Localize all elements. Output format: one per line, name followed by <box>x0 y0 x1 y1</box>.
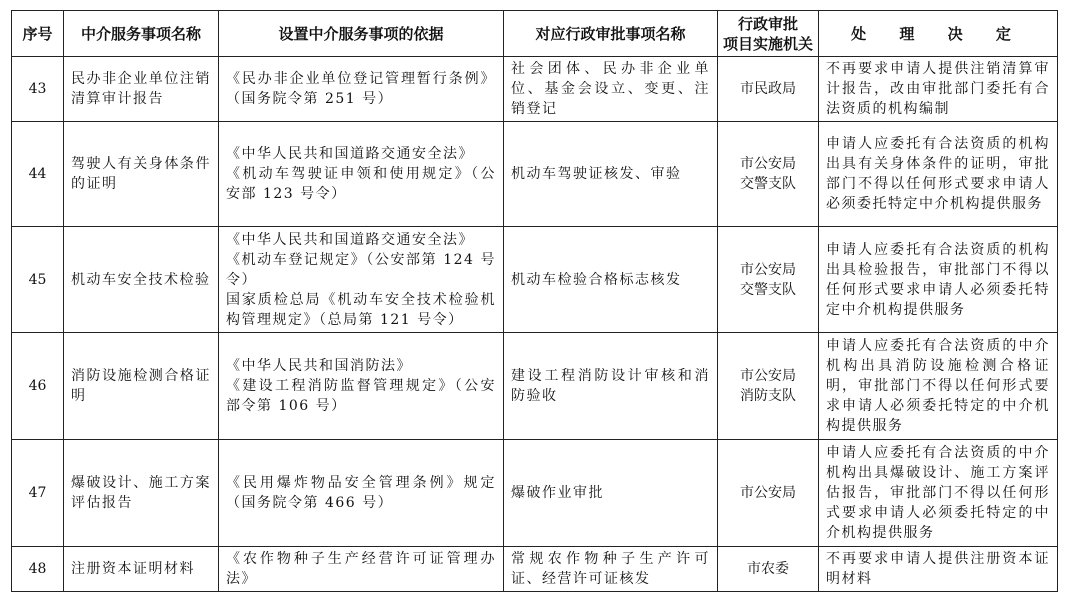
basis-line: 国家质检总局《机动车安全技术检验机构管理规定》（总局第 121 号令） <box>226 291 496 328</box>
table-row <box>12 547 1058 592</box>
approval-item-cell: 机动车驾驶证核发、审验 <box>504 122 718 227</box>
header-agency-line2: 项目实施机关 <box>722 34 813 53</box>
row-number: 48 <box>12 547 64 592</box>
header-approval-item: 对应行政审批事项名称 <box>504 11 718 57</box>
basis-cell <box>219 122 504 227</box>
header-basis: 设置中介服务事项的依据 <box>219 11 504 57</box>
service-name-cell: 驾驶人有关身体条件的证明 <box>64 122 219 227</box>
basis-line: 《中华人民共和国道路交通安全法》 <box>226 146 474 162</box>
basis-cell <box>219 333 504 440</box>
row-number: 44 <box>12 122 64 227</box>
approval-item-cell: 常规农作物种子生产许可证、经营许可证核发 <box>504 547 718 592</box>
basis-line: 《农作物种子生产经营许可证管理办法》 <box>226 551 496 587</box>
service-name-cell: 机动车安全技术检验 <box>64 227 219 333</box>
basis-line: 《机动车登记规定》（公安部第 124 号令） <box>226 251 496 288</box>
basis-line: 《机动车驾驶证申领和使用规定》（公安部 123 号令） <box>226 166 496 202</box>
approval-item-cell: 社会团体、民办非企业单位、基金会设立、变更、注销登记 <box>504 57 718 122</box>
row-number: 45 <box>12 227 64 333</box>
basis-line: 《民用爆炸物品安全管理条例》规定（国务院令第 466 号） <box>226 475 496 511</box>
row-number: 47 <box>12 440 64 547</box>
row-number: 43 <box>12 57 64 122</box>
row-number: 46 <box>12 333 64 440</box>
header-agency <box>718 11 819 57</box>
agency-line: 市公安局 <box>740 368 796 384</box>
decision-cell: 申请人应委托有合法资质的机构出具有关身体条件的证明，审批部门不得以任何形式要求申请人必须委托特定中介机构提供服务 <box>819 122 1058 227</box>
agency-cell <box>718 333 819 440</box>
decision-cell: 申请人应委托有合法资质的中介机构出具消防设施检测合格证明，审批部门不得以任何形式要求申请人必须委托特定的中介机构提供服务 <box>819 333 1058 440</box>
header-agency-line1: 行政审批 <box>737 14 798 33</box>
service-name-cell: 民办非企业单位注销清算审计报告 <box>64 57 219 122</box>
agency-cell <box>718 227 819 333</box>
approval-item-cell: 机动车检验合格标志核发 <box>504 227 718 333</box>
header-seq: 序号 <box>12 11 64 57</box>
service-name-cell: 注册资本证明材料 <box>64 547 219 592</box>
agency-line: 消防支队 <box>740 388 796 404</box>
agency-line: 交警支队 <box>740 281 796 298</box>
agency-line: 交警支队 <box>740 176 796 192</box>
agency-line: 市农委 <box>747 561 789 577</box>
agency-cell <box>718 57 819 122</box>
approval-item-cell: 爆破作业审批 <box>504 440 718 547</box>
intermediary-services-table <box>11 10 1058 592</box>
table-row <box>12 333 1058 440</box>
basis-cell <box>219 227 504 333</box>
agency-line: 市公安局 <box>740 261 796 278</box>
decision-cell: 申请人应委托有合法资质的机构出具检验报告，审批部门不得以任何形式要求申请人必须委托特定中介机构提供服务 <box>819 227 1058 333</box>
agency-line: 市民政局 <box>740 81 796 97</box>
agency-line: 市公安局 <box>740 156 796 172</box>
table-row <box>12 57 1058 122</box>
table-row <box>12 440 1058 547</box>
agency-line: 市公安局 <box>740 485 796 501</box>
service-name-cell: 消防设施检测合格证明 <box>64 333 219 440</box>
header-service-name: 中介服务事项名称 <box>64 11 219 57</box>
basis-cell <box>219 57 504 122</box>
decision-cell: 不再要求申请人提供注销清算审计报告，改由审批部门委托有合法资质的机构编制 <box>819 57 1058 122</box>
approval-item-cell: 建设工程消防设计审核和消防验收 <box>504 333 718 440</box>
header-decision: 处 理 决 定 <box>819 11 1058 57</box>
basis-line: 《中华人民共和国道路交通安全法》 <box>226 231 474 248</box>
table-header-row <box>12 11 1058 57</box>
table-row <box>12 227 1058 333</box>
service-name-cell: 爆破设计、施工方案评估报告 <box>64 440 219 547</box>
agency-cell <box>718 122 819 227</box>
basis-line: 《中华人民共和国消防法》 <box>226 358 412 374</box>
basis-cell <box>219 440 504 547</box>
basis-line: 《建设工程消防监督管理规定》（公安部令第 106 号） <box>226 378 496 414</box>
agency-cell <box>718 547 819 592</box>
basis-line: 《民办非企业单位登记管理暂行条例》（国务院令第 251 号） <box>226 71 496 107</box>
basis-cell <box>219 547 504 592</box>
agency-cell <box>718 440 819 547</box>
table-row <box>12 122 1058 227</box>
decision-cell: 不再要求申请人提供注册资本证明材料 <box>819 547 1058 592</box>
decision-cell: 申请人应委托有合法资质的中介机构出具爆破设计、施工方案评估报告，审批部门不得以任何形式要求申请人必须委托特定的中介机构提供服务 <box>819 440 1058 547</box>
